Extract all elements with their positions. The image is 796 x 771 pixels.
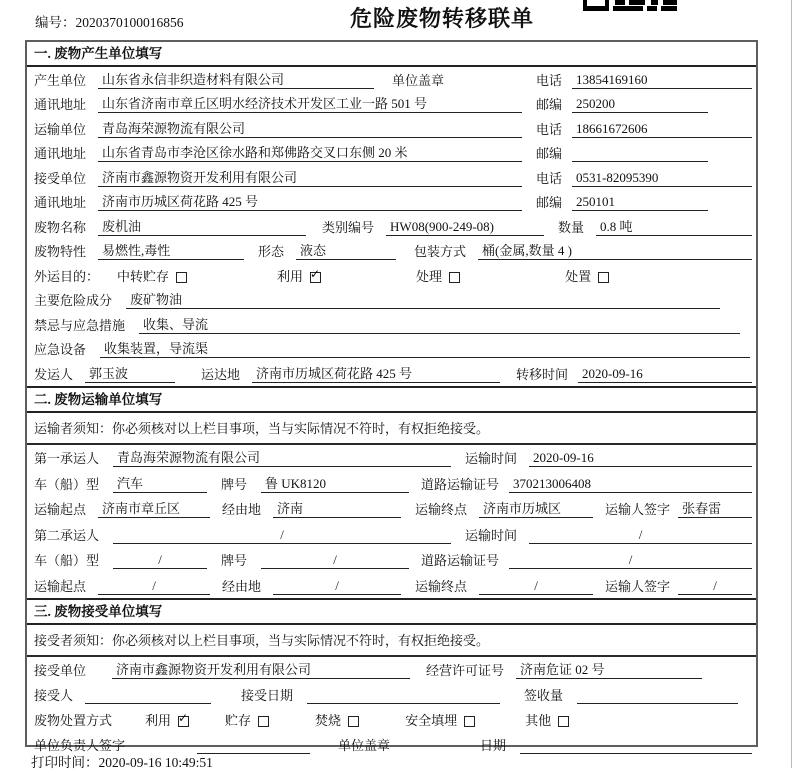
section-producer — [27, 42, 756, 386]
option-other — [525, 710, 569, 729]
row-hazard-components — [27, 288, 756, 313]
signature2-label: 运输人签字 — [605, 578, 671, 594]
receiver-address-value: 济南市历城区荷花路 425 号 — [98, 194, 522, 211]
receive-date-value — [307, 687, 500, 704]
row-receiver-address — [27, 190, 756, 215]
row-recipient — [27, 682, 756, 707]
row-receive-unit — [27, 657, 756, 682]
row-carrier2 — [27, 521, 756, 547]
producer-address-label: 通讯地址 — [34, 97, 87, 112]
endpoint1-value: 济南市历城区 — [479, 501, 593, 518]
measures-label: 禁忌与应急措施 — [34, 317, 126, 333]
plate2-label: 牌号 — [221, 553, 248, 568]
receiver-address-label: 通讯地址 — [34, 195, 87, 210]
receiver-value: 济南市鑫源物资开发利用有限公司 — [98, 170, 522, 187]
producer-postal-label: 邮编 — [535, 97, 562, 112]
endpoint2-value: / — [479, 578, 593, 595]
option-treat — [416, 266, 460, 285]
characteristics-value: 易燃性,毒性 — [98, 243, 244, 260]
equipment-value: 收集装置，导流渠 — [100, 341, 750, 358]
endpoint2-label: 运输终点 — [415, 578, 468, 594]
recipient-label: 接受人 — [34, 687, 74, 703]
origin2-value: / — [98, 578, 210, 595]
checkbox-utilize — [310, 272, 321, 283]
vehicle2-value: / — [113, 552, 207, 569]
transport-time2-label: 运输时间 — [465, 527, 518, 543]
signature1-value: 张春雷 — [678, 501, 752, 518]
option-dispose — [565, 266, 609, 285]
destination-label: 运达地 — [201, 366, 241, 382]
hazard-label: 主要危险成分 — [34, 293, 113, 308]
section-receive-title: 三. 废物接受单位填写 — [27, 598, 756, 625]
manifest-form — [25, 40, 758, 753]
license-label: 经营许可证号 — [426, 662, 505, 678]
row-carrier1 — [27, 445, 756, 471]
receive-date-label: 接受日期 — [241, 687, 294, 703]
receive-notice-text: 你必须核对以上栏目事项，当与实际情况不符时，有权拒绝接受。 — [112, 633, 490, 648]
checkbox-other — [558, 716, 569, 727]
transporter-value: 青岛海荣源物流有限公司 — [98, 121, 522, 138]
receive-notice — [27, 625, 756, 657]
receiver-phone-value: 0531-82095390 — [572, 170, 752, 187]
responsible-sign-label: 单位负责人签字 — [34, 737, 126, 753]
row-producer-address — [27, 92, 756, 117]
carrier1-value: 青岛海荣源物流有限公司 — [113, 450, 451, 467]
characteristics-label: 废物特性 — [34, 244, 87, 259]
option-landfill-label: 安全填埋 — [405, 712, 458, 728]
row-waste-characteristics — [27, 239, 756, 264]
endpoint1-label: 运输终点 — [415, 502, 468, 517]
purpose-label: 外运目的： — [34, 268, 100, 284]
hazard-value: 废矿物油 — [126, 292, 720, 309]
row-transporter-address — [27, 141, 756, 166]
carrier1-label: 第一承运人 — [34, 451, 100, 466]
responsible-sign-value — [197, 737, 310, 754]
transport-notice-text: 你必须核对以上栏目事项，当与实际情况不符时，有权拒绝接受。 — [112, 421, 490, 436]
serial-value: 2020370100016856 — [75, 15, 184, 30]
row-emergency-equipment — [27, 337, 756, 362]
transport-notice — [27, 413, 756, 445]
packaging-label: 包装方式 — [414, 244, 467, 259]
option-storage-label: 贮存 — [225, 712, 252, 728]
quantity-value: 0.8 吨 — [596, 219, 752, 236]
option-recycle-label: 利用 — [145, 712, 172, 728]
form-state-value: 液态 — [296, 243, 396, 260]
transport-notice-label: 运输者须知： — [34, 421, 113, 436]
signature2-value: / — [678, 578, 752, 595]
checkbox-landfill — [464, 716, 475, 727]
row-purpose — [27, 263, 756, 288]
transporter-phone-label: 电话 — [535, 121, 562, 137]
option-storage — [225, 710, 269, 729]
option-utilize — [277, 266, 321, 285]
transport-time1-value: 2020-09-16 — [529, 450, 752, 467]
waste-name-value: 废机油 — [98, 219, 306, 236]
option-treat-label: 处理 — [416, 268, 443, 284]
transfer-time-label: 转移时间 — [516, 366, 569, 382]
category-label: 类别编号 — [322, 219, 375, 235]
transporter-label: 运输单位 — [34, 121, 87, 137]
form-state-label: 形态 — [258, 244, 285, 259]
transport-time2-value: / — [529, 527, 752, 544]
checkbox-recycle — [178, 716, 189, 727]
via2-value: / — [273, 578, 401, 595]
plate1-value: 鲁 UK8120 — [261, 476, 409, 493]
row-vehicle2 — [27, 547, 756, 573]
packaging-value: 桶(金属,数量 4 ) — [478, 243, 752, 260]
option-recycle — [145, 710, 189, 729]
carrier2-value: / — [113, 527, 451, 544]
road-permit1-value: 370213006408 — [509, 476, 752, 493]
transporter-phone-value: 18661672606 — [572, 121, 752, 138]
road-permit2-label: 道路运输证号 — [421, 553, 500, 568]
producer-value: 山东省永信非织造材料有限公司 — [98, 72, 374, 89]
origin1-label: 运输起点 — [34, 502, 87, 517]
vehicle2-label: 车（船）型 — [34, 553, 100, 568]
section-transport-title: 二. 废物运输单位填写 — [27, 386, 756, 413]
shipper-label: 发运人 — [34, 366, 74, 382]
unit-seal-label: 单位盖章 — [392, 72, 445, 88]
option-incineration-label: 焚烧 — [315, 712, 342, 728]
print-time-value: 2020-09-16 10:49:51 — [98, 755, 213, 770]
receiver-postal-label: 邮编 — [535, 195, 562, 210]
vehicle1-label: 车（船）型 — [34, 476, 100, 492]
road-permit2-value: / — [509, 552, 752, 569]
option-landfill — [405, 710, 475, 729]
row-vehicle1 — [27, 470, 756, 496]
row-waste-name — [27, 214, 756, 239]
row-transporter — [27, 116, 756, 141]
option-transfer-storage — [117, 266, 187, 285]
option-incineration — [315, 710, 359, 729]
plate1-label: 牌号 — [221, 476, 248, 492]
checkbox-treat — [449, 272, 460, 283]
row-route2 — [27, 572, 756, 598]
transporter-postal-value — [572, 145, 708, 162]
received-qty-label: 签收量 — [524, 687, 564, 703]
transfer-time-value: 2020-09-16 — [578, 366, 752, 383]
checkbox-transfer-storage — [176, 272, 187, 283]
option-utilize-label: 利用 — [277, 268, 304, 284]
receive-seal-label: 单位盖章 — [338, 737, 391, 753]
receive-unit-label: 接受单位 — [34, 662, 87, 678]
license-value: 济南危证 02 号 — [516, 662, 702, 679]
destination-value: 济南市历城区荷花路 425 号 — [252, 366, 500, 383]
carrier2-label: 第二承运人 — [34, 527, 100, 543]
checkbox-storage — [258, 716, 269, 727]
date-value — [520, 737, 752, 754]
producer-postal-value: 250200 — [572, 96, 708, 113]
print-time — [31, 751, 213, 771]
row-receiver — [27, 165, 756, 190]
shipper-value: 郭玉波 — [85, 366, 175, 383]
disposal-label: 废物处置方式 — [34, 712, 113, 728]
receive-notice-label: 接受者须知： — [34, 633, 113, 648]
row-producer — [27, 67, 756, 92]
date-label: 日期 — [480, 737, 507, 753]
transporter-address-value: 山东省青岛市李沧区徐水路和郑佛路交叉口东侧 20 米 — [98, 145, 522, 162]
producer-phone-label: 电话 — [535, 72, 562, 88]
transporter-postal-label: 邮编 — [535, 146, 562, 161]
via2-label: 经由地 — [222, 578, 262, 594]
page-edge-line — [791, 0, 792, 768]
producer-phone-value: 13854169160 — [572, 72, 752, 89]
origin1-value: 济南市章丘区 — [98, 501, 210, 518]
received-qty-value — [577, 687, 738, 704]
page-title: 危险废物转移联单 — [349, 6, 534, 31]
option-dispose-label: 处置 — [565, 268, 592, 284]
signature1-label: 运输人签字 — [605, 502, 671, 517]
qr-code-fragment — [583, 0, 683, 11]
receiver-phone-label: 电话 — [535, 170, 562, 186]
transporter-address-label: 通讯地址 — [34, 146, 87, 161]
recipient-value — [85, 687, 211, 704]
producer-label: 产生单位 — [34, 72, 87, 88]
row-emergency-measures — [27, 312, 756, 337]
via1-label: 经由地 — [222, 502, 262, 517]
section-receive — [27, 598, 756, 757]
print-time-label: 打印时间： — [31, 755, 99, 770]
equipment-label: 应急设备 — [34, 342, 87, 357]
plate2-value: / — [261, 552, 409, 569]
receiver-postal-value: 250101 — [572, 194, 708, 211]
row-route1 — [27, 496, 756, 522]
section-transport — [27, 386, 756, 598]
via1-value: 济南 — [273, 501, 401, 518]
receiver-label: 接受单位 — [34, 170, 87, 186]
measures-value: 收集、导流 — [139, 317, 740, 334]
row-disposal-method — [27, 707, 756, 732]
option-other-label: 其他 — [525, 712, 552, 728]
checkbox-incineration — [348, 716, 359, 727]
section-producer-title: 一. 废物产生单位填写 — [27, 42, 756, 67]
producer-address-value: 山东省济南市章丘区明水经济技术开发区工业一路 501 号 — [98, 96, 522, 113]
receive-unit-value: 济南市鑫源物资开发利用有限公司 — [112, 662, 410, 679]
transport-time1-label: 运输时间 — [465, 451, 518, 466]
row-shipper — [27, 361, 756, 386]
option-transfer-storage-label: 中转贮存 — [117, 268, 170, 284]
quantity-label: 数量 — [558, 219, 585, 235]
waste-name-label: 废物名称 — [34, 219, 87, 235]
vehicle1-value: 汽车 — [113, 476, 207, 493]
serial-label: 编号： — [35, 15, 76, 30]
category-value: HW08(900-249-08) — [386, 219, 544, 236]
road-permit1-label: 道路运输证号 — [421, 476, 500, 492]
origin2-label: 运输起点 — [34, 578, 87, 594]
checkbox-dispose — [598, 272, 609, 283]
